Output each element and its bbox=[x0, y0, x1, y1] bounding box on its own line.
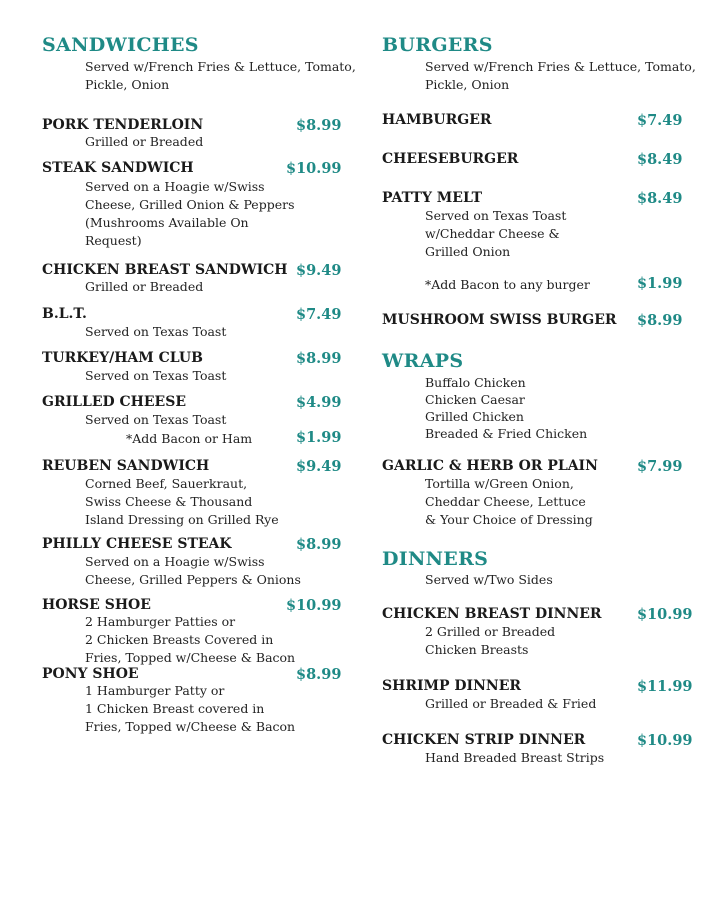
menu-item-price: $10.99 bbox=[637, 732, 693, 749]
menu-item-name: CHICKEN BREAST DINNER bbox=[382, 606, 602, 622]
menu-item-name: CHEESEBURGER bbox=[382, 151, 519, 167]
menu-item-description: Served on Texas Toast w/Cheddar Cheese & Grilled Onion bbox=[425, 208, 567, 259]
addon-text: *Add Bacon or Ham bbox=[126, 431, 253, 446]
menu-item-price: $11.99 bbox=[637, 678, 693, 695]
menu-item-price: $4.99 bbox=[296, 394, 342, 411]
menu-item-name: GARLIC & HERB OR PLAIN bbox=[382, 458, 598, 474]
menu-item-price: $8.99 bbox=[296, 536, 342, 553]
menu-item-name: MUSHROOM SWISS BURGER bbox=[382, 312, 617, 328]
menu-item-name: HAMBURGER bbox=[382, 112, 492, 128]
menu-item-description: Tortilla w/Green Onion, Cheddar Cheese, Lettuce & Your Choice of Dressing bbox=[425, 476, 593, 527]
addon-price: $1.99 bbox=[637, 275, 683, 292]
menu-item-description: Served on a Hoagie w/Swiss Cheese, Grilled Peppers & Onions bbox=[85, 554, 301, 587]
menu-item-price: $9.49 bbox=[296, 458, 342, 475]
dinners-heading: DINNERS bbox=[382, 548, 489, 570]
menu-item-price: $8.99 bbox=[296, 117, 342, 134]
menu-item-name: CHICKEN BREAST SANDWICH bbox=[42, 262, 288, 278]
list-item: Chicken Caesar bbox=[425, 392, 525, 407]
menu-item-name: REUBEN SANDWICH bbox=[42, 458, 210, 474]
menu-item-name: PATTY MELT bbox=[382, 190, 483, 206]
menu-item-price: $7.49 bbox=[637, 112, 683, 129]
menu-item-name: PHILLY CHEESE STEAK bbox=[42, 536, 232, 552]
burgers-heading: BURGERS bbox=[382, 34, 493, 56]
addon-text: *Add Bacon to any burger bbox=[425, 277, 590, 292]
menu-item-name: STEAK SANDWICH bbox=[42, 160, 194, 176]
menu-item-description: 1 Hamburger Patty or 1 Chicken Breast covered in Fries, Topped w/Cheese & Bacon bbox=[85, 683, 296, 734]
menu-item-description: Corned Beef, Sauerkraut, Swiss Cheese & Thousand Island Dressing on Grilled Rye bbox=[85, 476, 279, 527]
menu-item-name: SHRIMP DINNER bbox=[382, 678, 522, 694]
menu-item-name: PONY SHOE bbox=[42, 666, 139, 682]
menu-item-price: $10.99 bbox=[286, 160, 342, 177]
menu-item-name: GRILLED CHEESE bbox=[42, 394, 187, 410]
menu-item-description: Served on Texas Toast bbox=[85, 324, 227, 339]
list-item: Grilled Chicken bbox=[425, 409, 524, 424]
menu-item-description: Served on a Hoagie w/Swiss Cheese, Grilled Onion & Peppers (Mushrooms Available On Request) bbox=[85, 179, 295, 248]
menu-item-price: $7.99 bbox=[637, 458, 683, 475]
menu-item-price: $7.49 bbox=[296, 306, 342, 323]
menu-item-description: 2 Grilled or Breaded Chicken Breasts bbox=[425, 624, 556, 657]
menu-item-description: Hand Breaded Breast Strips bbox=[425, 750, 605, 765]
menu-item-name: PORK TENDERLOIN bbox=[42, 117, 204, 133]
menu-item-name: TURKEY/HAM CLUB bbox=[42, 350, 203, 366]
menu-item-price: $8.99 bbox=[296, 666, 342, 683]
burgers-note: Served w/French Fries & Lettuce, Tomato, Pickle, Onion bbox=[425, 59, 696, 92]
menu-item-name: B.L.T. bbox=[42, 306, 87, 322]
menu-item-price: $10.99 bbox=[286, 597, 342, 614]
menu-item-price: $8.99 bbox=[296, 350, 342, 367]
menu-item-price: $8.49 bbox=[637, 151, 683, 168]
menu-item-description: Grilled or Breaded & Fried bbox=[425, 696, 597, 711]
menu-item-description: Grilled or Breaded bbox=[85, 134, 204, 149]
menu-item-price: $10.99 bbox=[637, 606, 693, 623]
menu-item-price: $8.99 bbox=[637, 312, 683, 329]
addon-price: $1.99 bbox=[296, 429, 342, 446]
menu-item-description: Grilled or Breaded bbox=[85, 279, 204, 294]
sandwiches-heading: SANDWICHES bbox=[42, 34, 199, 56]
dinners-note: Served w/Two Sides bbox=[425, 572, 553, 587]
wraps-heading: WRAPS bbox=[382, 350, 464, 372]
menu-item-name: HORSE SHOE bbox=[42, 597, 151, 613]
sandwiches-note: Served w/French Fries & Lettuce, Tomato, Pickle, Onion bbox=[85, 59, 356, 92]
menu-item-description: 2 Hamburger Patties or 2 Chicken Breasts Covered in Fries, Topped w/Cheese & Bacon bbox=[85, 614, 296, 665]
menu-item-description: Served on Texas Toast bbox=[85, 368, 227, 383]
menu-item-price: $8.49 bbox=[637, 190, 683, 207]
menu-item-description: Served on Texas Toast bbox=[85, 412, 227, 427]
wraps-list bbox=[425, 374, 587, 442]
list-item: Buffalo Chicken bbox=[425, 375, 526, 390]
menu-item-price: $9.49 bbox=[296, 262, 342, 279]
list-item: Breaded & Fried Chicken bbox=[425, 426, 588, 441]
menu-item-name: CHICKEN STRIP DINNER bbox=[382, 732, 586, 748]
